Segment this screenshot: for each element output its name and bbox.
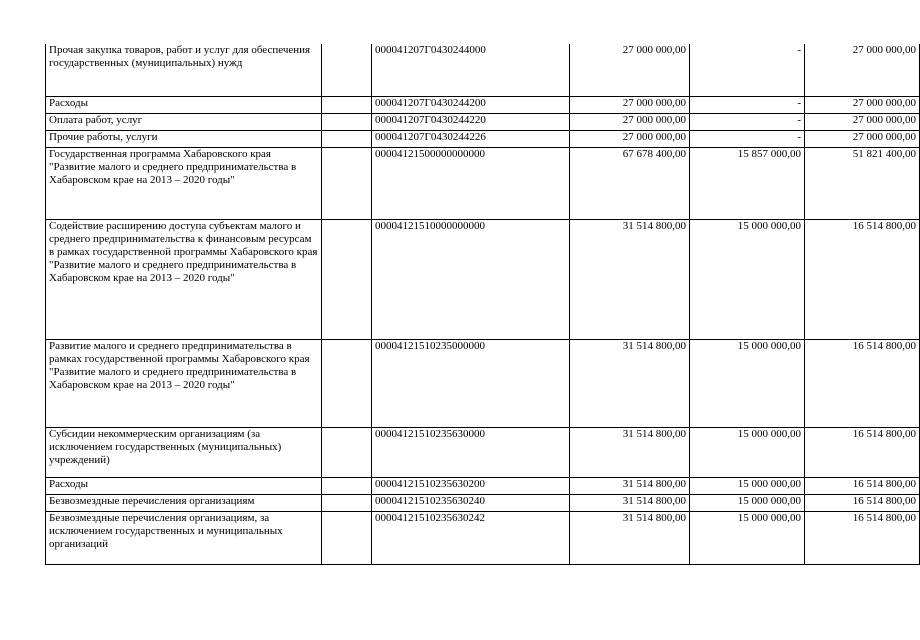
row-name: Расходы (46, 96, 322, 113)
row-unexecuted-amount: 27 000 000,00 (805, 44, 920, 96)
row-name: Безвозмездные перечисления организациям, за исключением государственных и муниципальных организаций (46, 511, 322, 564)
row-executed-amount: - (690, 113, 805, 130)
row-line-code (322, 427, 372, 477)
row-name: Государственная программа Хабаровского края "Развитие малого и среднего предпринимательства в Хабаровском крае на 2013 – 2020 годы" (46, 147, 322, 219)
row-line-code (322, 494, 372, 511)
row-executed-amount: 15 857 000,00 (690, 147, 805, 219)
row-executed-amount: 15 000 000,00 (690, 494, 805, 511)
row-unexecuted-amount: 16 514 800,00 (805, 511, 920, 564)
row-name: Развитие малого и среднего предпринимательства в рамках государственной программы Хабаровского края "Развитие малого и среднего предпринимательства в Хабаровском крае на 2013 – 2020 годы" (46, 339, 322, 427)
row-line-code (322, 96, 372, 113)
row-planned-amount: 27 000 000,00 (570, 96, 690, 113)
row-line-code (322, 219, 372, 339)
row-classification-code: 00004121510235630242 (372, 511, 570, 564)
row-line-code (322, 477, 372, 494)
row-unexecuted-amount: 16 514 800,00 (805, 427, 920, 477)
row-executed-amount: - (690, 130, 805, 147)
table-row (46, 130, 920, 147)
row-executed-amount: 15 000 000,00 (690, 219, 805, 339)
row-classification-code: 00004121510235000000 (372, 339, 570, 427)
row-classification-code: 000041207Г0430244220 (372, 113, 570, 130)
row-classification-code: 00004121500000000000 (372, 147, 570, 219)
row-classification-code: 00004121510235630240 (372, 494, 570, 511)
row-planned-amount: 31 514 800,00 (570, 477, 690, 494)
row-name: Содействие расширению доступа субъектам малого и среднего предпринимательства к финансовым ресурсам в рамках государственной программы Хабаровского края "Развитие малого и среднего предпринимательства в Хабаровском крае на 2013 – 2020 годы" (46, 219, 322, 339)
row-classification-code: 000041207Г0430244226 (372, 130, 570, 147)
row-planned-amount: 67 678 400,00 (570, 147, 690, 219)
budget-execution-table (45, 44, 920, 565)
row-planned-amount: 31 514 800,00 (570, 494, 690, 511)
row-line-code (322, 511, 372, 564)
row-name: Субсидии некоммерческим организациям (за исключением государственных (муниципальных) учреждений) (46, 427, 322, 477)
row-unexecuted-amount: 51 821 400,00 (805, 147, 920, 219)
table-row (46, 44, 920, 96)
row-classification-code: 00004121510235630000 (372, 427, 570, 477)
row-classification-code: 00004121510000000000 (372, 219, 570, 339)
table-row (46, 113, 920, 130)
row-planned-amount: 31 514 800,00 (570, 427, 690, 477)
row-classification-code: 000041207Г0430244000 (372, 44, 570, 96)
row-planned-amount: 27 000 000,00 (570, 130, 690, 147)
row-planned-amount: 27 000 000,00 (570, 44, 690, 96)
row-unexecuted-amount: 16 514 800,00 (805, 494, 920, 511)
row-classification-code: 000041207Г0430244200 (372, 96, 570, 113)
row-executed-amount: - (690, 96, 805, 113)
row-planned-amount: 31 514 800,00 (570, 339, 690, 427)
table-row (46, 339, 920, 427)
row-executed-amount: - (690, 44, 805, 96)
row-unexecuted-amount: 27 000 000,00 (805, 113, 920, 130)
row-executed-amount: 15 000 000,00 (690, 477, 805, 494)
table-row (46, 511, 920, 564)
row-executed-amount: 15 000 000,00 (690, 339, 805, 427)
row-line-code (322, 113, 372, 130)
row-planned-amount: 27 000 000,00 (570, 113, 690, 130)
row-planned-amount: 31 514 800,00 (570, 219, 690, 339)
table-row (46, 494, 920, 511)
row-line-code (322, 147, 372, 219)
row-executed-amount: 15 000 000,00 (690, 427, 805, 477)
table-row (46, 477, 920, 494)
table-row (46, 427, 920, 477)
row-name: Расходы (46, 477, 322, 494)
row-unexecuted-amount: 16 514 800,00 (805, 339, 920, 427)
row-executed-amount: 15 000 000,00 (690, 511, 805, 564)
table-row (46, 147, 920, 219)
row-name: Прочая закупка товаров, работ и услуг для обеспечения государственных (муниципальных) нужд (46, 44, 322, 96)
table-row (46, 219, 920, 339)
row-classification-code: 00004121510235630200 (372, 477, 570, 494)
row-name: Безвозмездные перечисления организациям (46, 494, 322, 511)
row-line-code (322, 339, 372, 427)
table-row (46, 96, 920, 113)
row-unexecuted-amount: 16 514 800,00 (805, 219, 920, 339)
row-planned-amount: 31 514 800,00 (570, 511, 690, 564)
row-line-code (322, 130, 372, 147)
row-name: Оплата работ, услуг (46, 113, 322, 130)
row-unexecuted-amount: 16 514 800,00 (805, 477, 920, 494)
row-name: Прочие работы, услуги (46, 130, 322, 147)
row-unexecuted-amount: 27 000 000,00 (805, 130, 920, 147)
row-unexecuted-amount: 27 000 000,00 (805, 96, 920, 113)
row-line-code (322, 44, 372, 96)
